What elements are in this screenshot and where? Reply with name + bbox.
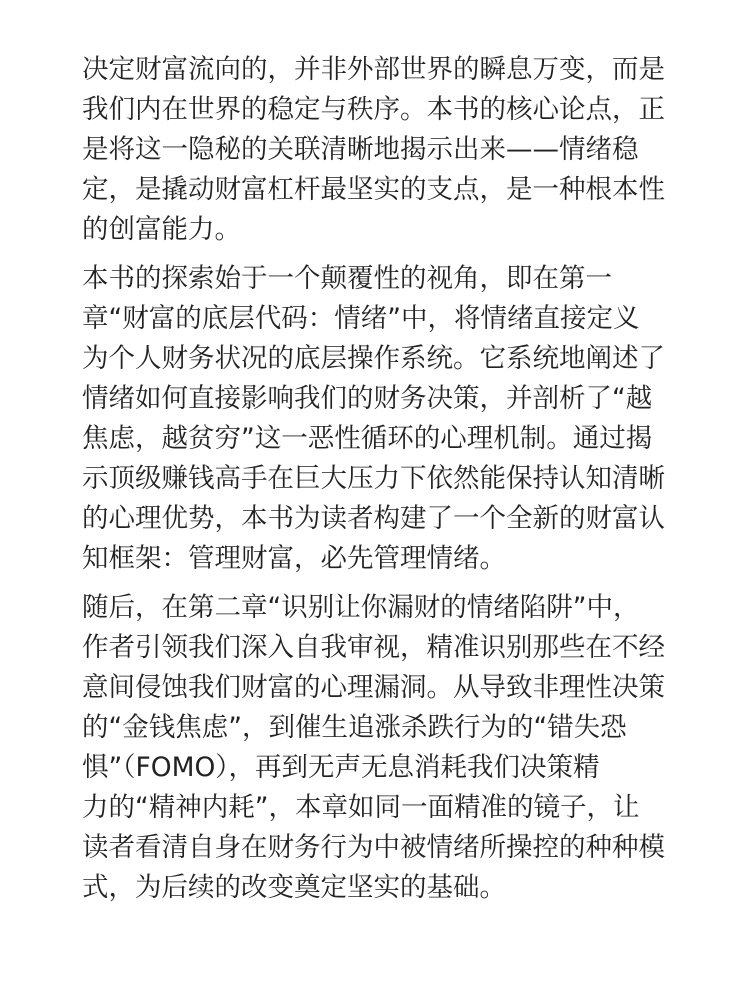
text-line: 章“财富的底层代码：情绪”中，将情绪直接定义 — [82, 303, 640, 334]
text-line: 决定财富流向的，并非外部世界的瞬息万变，而是 — [82, 54, 665, 85]
text-line: 情绪如何直接影响我们的财务决策，并剖析了“越 — [82, 383, 653, 414]
text-line: 意间侵蚀我们财富的心理漏洞。从导致非理性决策 — [82, 672, 665, 703]
text-line: 我们内在世界的稳定与秩序。本书的核心论点，正 — [82, 94, 665, 125]
text-line: 示顶级赚钱高手在巨大压力下依然能保持认知清晰 — [82, 463, 665, 494]
text-line: 式，为后续的改变奠定坚实的基础。 — [82, 872, 506, 903]
text-line: 焦虑，越贫穷”这一恶性循环的心理机制。通过揭 — [82, 423, 653, 454]
text-line: 本书的探索始于一个颠覆性的视角，即在第一 — [82, 263, 612, 294]
text-line: 的创富能力。 — [82, 214, 241, 245]
text-line: 为个人财务状况的底层操作系统。它系统地阐述了 — [82, 343, 665, 374]
text-line: 惧”（FOMO），再到无声无息消耗我们决策精 — [82, 752, 600, 783]
text-line: 力的“精神内耗”，本章如同一面精准的镜子，让 — [82, 792, 640, 823]
text-line: 的心理优势，本书为读者构建了一个全新的财富认 — [82, 503, 665, 534]
text-line: 作者引领我们深入自我审视，精准识别那些在不经 — [82, 632, 665, 663]
text-line: 读者看清自身在财务行为中被情绪所操控的种种模 — [82, 832, 665, 863]
paragraph-1 — [82, 50, 682, 250]
paragraph-3 — [82, 588, 682, 908]
text-line: 定，是撬动财富杠杆最坚实的支点，是一种根本性 — [82, 174, 665, 205]
text-line: 的“金钱焦虑”，到催生追涨杀跌行为的“错失恐 — [82, 712, 627, 743]
text-line: 随后，在第二章“识别让你漏财的情绪陷阱”中， — [82, 592, 640, 623]
text-line: 知框架：管理财富，必先管理情绪。 — [82, 543, 506, 574]
paragraph-2 — [82, 259, 682, 579]
text-line: 是将这一隐秘的关联清晰地揭示出来——情绪稳 — [82, 134, 639, 165]
document-page — [82, 50, 682, 917]
